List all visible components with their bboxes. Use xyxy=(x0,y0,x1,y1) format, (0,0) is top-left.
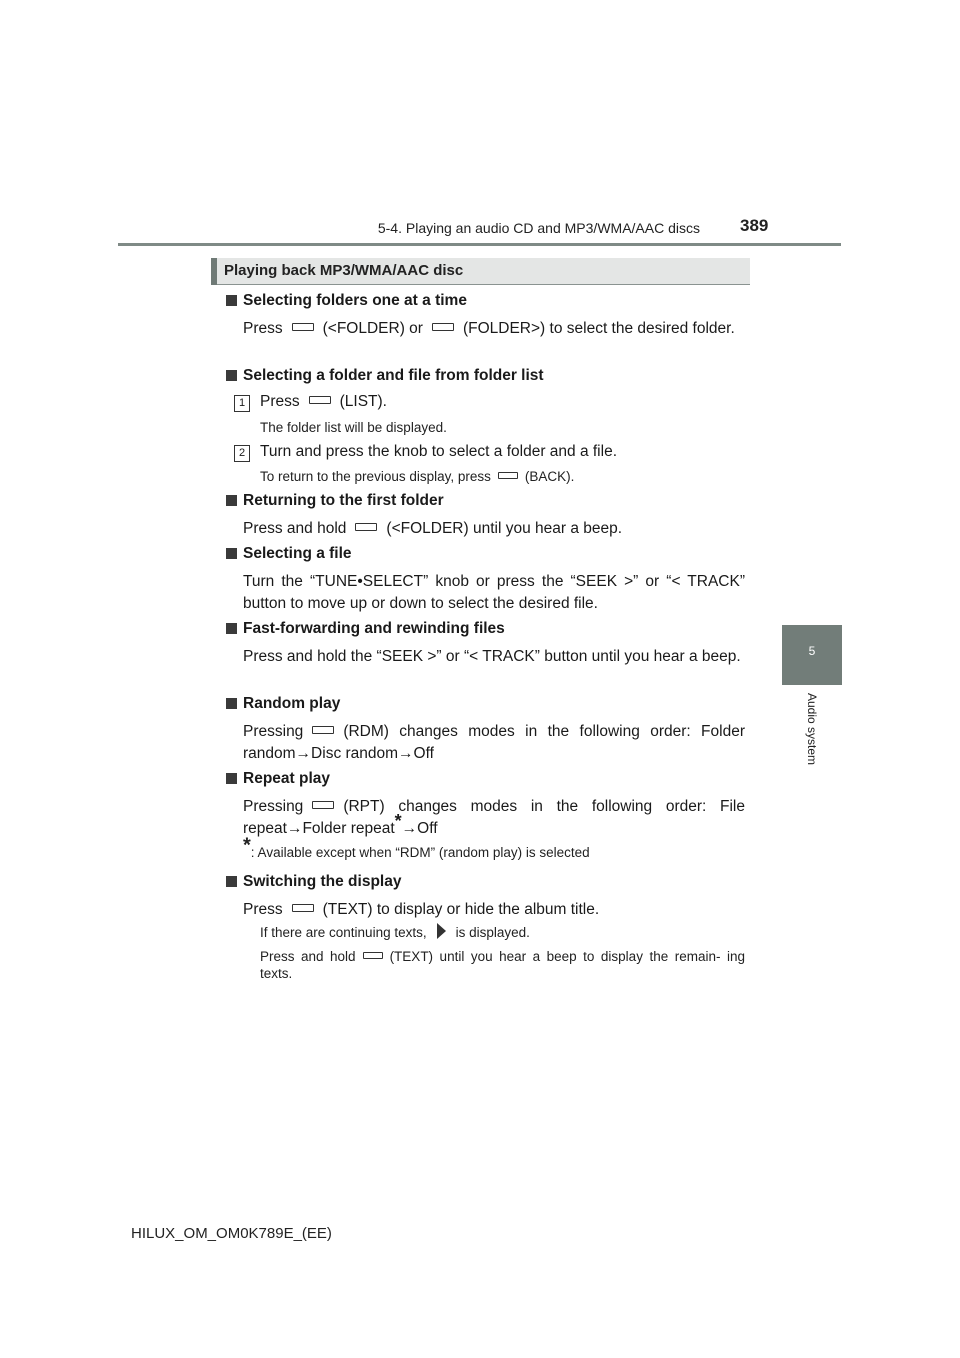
block-selecting-file xyxy=(226,545,745,615)
block-body: Pressing (RPT) changes modes in the following order: File repeat→Folder repeat*→Off xyxy=(243,798,745,837)
button-icon xyxy=(312,801,334,809)
running-header-title: 5-4. Playing an audio CD and MP3/WMA/AAC discs xyxy=(377,220,700,236)
block-title: Switching the display xyxy=(226,873,745,891)
block-title: Selecting folders one at a time xyxy=(226,292,745,310)
block-title: Selecting a file xyxy=(226,545,745,563)
footnote: *: Available except when “RDM” (random play) is selected xyxy=(243,834,590,860)
button-icon xyxy=(309,396,331,404)
footer-code: HILUX_OM_OM0K789E_(EE) xyxy=(131,1225,332,1242)
chapter-label: Audio system xyxy=(805,693,819,766)
block-title: Fast-forwarding and rewinding files xyxy=(226,620,745,638)
block-title: Repeat play xyxy=(226,770,745,788)
display-note: Press and hold (TEXT) until you hear a beep to display the remain- ing texts. xyxy=(260,949,745,981)
step-number: 2 xyxy=(234,445,250,462)
block-title: Returning to the first folder xyxy=(226,492,745,510)
block-switch-display xyxy=(226,873,745,921)
footnote-marker: * xyxy=(243,834,251,857)
step-text: Press (LIST). xyxy=(260,393,387,410)
footnote-marker: * xyxy=(394,810,402,831)
button-icon xyxy=(355,523,377,531)
button-icon xyxy=(292,323,314,331)
button-icon xyxy=(363,952,383,959)
step-note: To return to the previous display, press (BACK). xyxy=(260,469,575,484)
block-body: Press and hold the “SEEK >” or “< TRACK” button until you hear a beep. xyxy=(243,648,741,665)
button-icon xyxy=(432,323,454,331)
section-header xyxy=(211,258,750,285)
step-number: 1 xyxy=(234,395,250,412)
step-text: Turn and press the knob to select a folder and a file. xyxy=(260,443,617,460)
chapter-number: 5 xyxy=(808,644,816,658)
block-selecting-folders xyxy=(226,292,745,340)
block-body: Press (TEXT) to display or hide the album title. xyxy=(243,901,600,918)
step-note: The folder list will be displayed. xyxy=(260,420,447,435)
button-icon xyxy=(292,904,314,912)
header-divider xyxy=(118,243,841,246)
display-note: If there are continuing texts, is displayed. xyxy=(260,925,530,940)
block-body: Press (<FOLDER) or (FOLDER>) to select the desired folder. xyxy=(243,320,735,337)
block-body: Press and hold (<FOLDER) until you hear a beep. xyxy=(243,520,623,537)
block-folder-list xyxy=(226,367,745,385)
button-icon xyxy=(312,726,334,734)
block-repeat-play xyxy=(226,770,745,840)
block-title: Random play xyxy=(226,695,745,713)
section-title: Playing back MP3/WMA/AAC disc xyxy=(224,262,464,279)
button-icon xyxy=(498,472,518,479)
block-title: Selecting a folder and file from folder list xyxy=(226,367,745,385)
page-number: 389 xyxy=(740,216,769,235)
chapter-tab xyxy=(782,625,842,685)
block-first-folder xyxy=(226,492,745,540)
block-random-play xyxy=(226,695,745,765)
block-body: Pressing (RDM) changes modes in the following order: Folder random→Disc random→Off xyxy=(243,723,745,762)
block-body: Turn the “TUNE•SELECT” knob or press the “SEEK >” or “< TRACK” button to move up or down to select the desired file. xyxy=(243,573,745,612)
continuation-arrow-icon xyxy=(437,923,446,939)
block-fast-forward xyxy=(226,620,745,668)
